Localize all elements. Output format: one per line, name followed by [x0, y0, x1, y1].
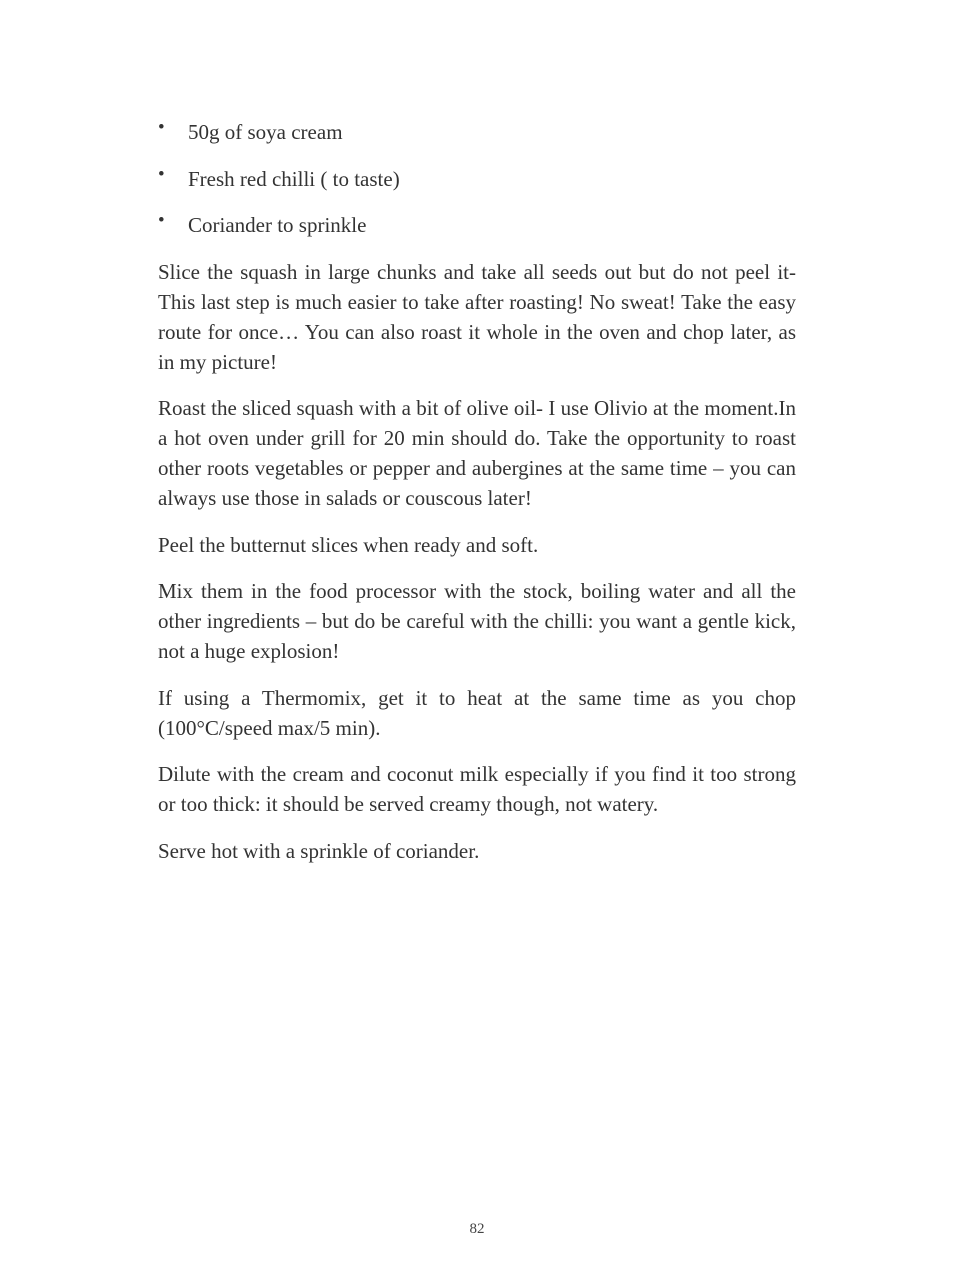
page-number: 82	[469, 1221, 485, 1237]
recipe-page-body	[158, 117, 796, 882]
instruction-paragraph: If using a Thermomix, get it to heat at the same time as you chop (100°C/speed max/5 min).	[158, 685, 796, 740]
bullet-icon: •	[158, 210, 165, 231]
ingredient-item	[158, 210, 796, 240]
ingredient-text: 50g of soya cream	[188, 120, 343, 144]
instruction-paragraph: Slice the squash in large chunks and take all seeds out but do not peel it- This last step is much easier to take after roasting! No sweat! Take the easy route for once… You can also roast it whole in the oven and chop later, as in my picture!	[158, 259, 796, 374]
ingredient-list	[158, 117, 796, 240]
instruction-paragraph: Dilute with the cream and coconut milk especially if you find it too strong or too thick: it should be served creamy though, not watery.	[158, 762, 796, 816]
bullet-icon: •	[158, 163, 165, 185]
instruction-paragraph: Peel the butternut slices when ready and soft.	[158, 532, 539, 557]
ingredient-item	[158, 117, 796, 147]
ingredient-item	[158, 164, 796, 194]
instruction-paragraph: Roast the sliced squash with a bit of olive oil- I use Olivio at the moment.In a hot oven under grill for 20 min should do. Take the opportunity to roast other roots vegetables or pepper and aubergines at the same time – you can always use those in salads or couscous later!	[158, 396, 796, 510]
ingredient-text: Fresh red chilli ( to taste)	[188, 166, 400, 191]
bullet-icon: •	[158, 117, 165, 138]
instruction-paragraph: Serve hot with a sprinkle of coriander.	[158, 838, 480, 863]
ingredient-text: Coriander to sprinkle	[188, 213, 367, 237]
instruction-paragraph: Mix them in the food processor with the stock, boiling water and all the other ingredients – but do be careful with the chilli: you want a gentle kick, not a huge explosion!	[158, 579, 796, 663]
